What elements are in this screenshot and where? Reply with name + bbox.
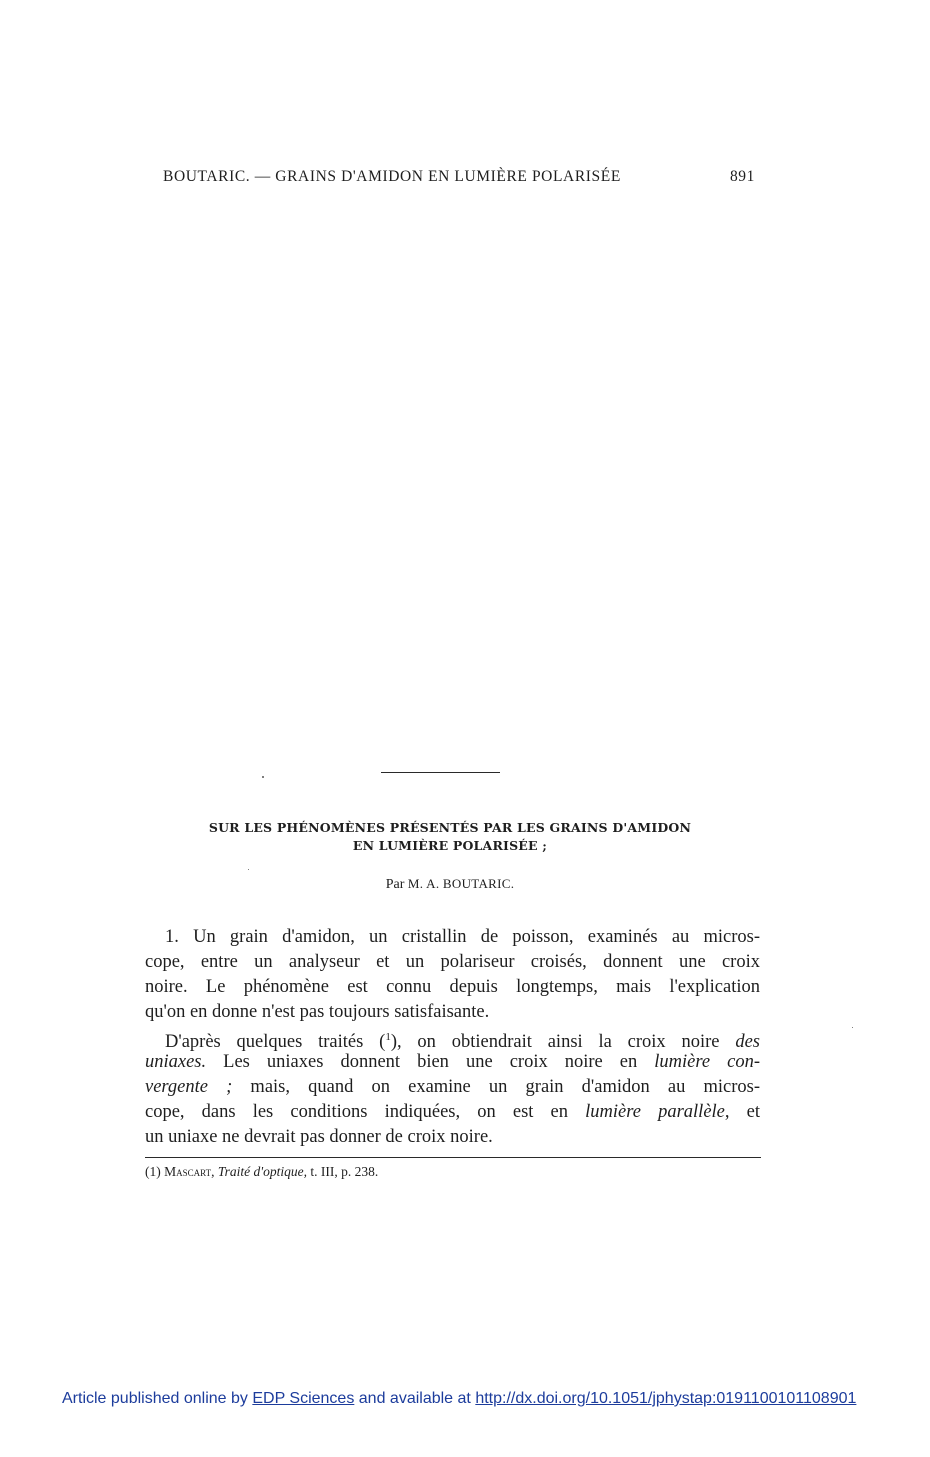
footnote-marker: (1) <box>145 1164 161 1179</box>
notice-middle: and available at <box>358 1390 471 1407</box>
text-run: D'après quelques traités ( <box>165 1032 386 1053</box>
footnote-author: Mascart, <box>164 1164 215 1179</box>
article-title-line1: SUR LES PHÉNOMÈNES PRÉSENTÉS PAR LES GRAINS D'AMIDON <box>208 820 692 835</box>
italic-run: lumière con- <box>654 1052 760 1072</box>
publication-notice <box>62 1390 902 1408</box>
article-title-line2: EN LUMIÈRE POLARISÉE ; <box>352 838 548 853</box>
italic-run: uniaxes. <box>145 1052 207 1072</box>
italic-run: lumière parallèle <box>585 1102 725 1122</box>
paragraph-1-line-1: 1. Un grain d'amidon, un cristallin de poisson, examinés au micros- <box>165 927 760 947</box>
byline-prefix: Par <box>385 877 405 892</box>
paragraph-2-line-1 <box>165 1025 760 1053</box>
text-run: cope, dans les conditions indiquées, on est en <box>145 1102 586 1122</box>
publisher-link[interactable]: EDP Sciences <box>252 1390 355 1407</box>
text-run: mais, quand on examine un grain d'amidon au micros- <box>232 1077 760 1097</box>
page-number: 891 <box>729 168 755 185</box>
byline-author: M. A. BOUTARIC. <box>407 876 515 891</box>
footnote <box>145 1164 378 1180</box>
footnote-rule <box>145 1157 761 1158</box>
paragraph-2-line-5: un uniaxe ne devrait pas donner de croix noire. <box>145 1127 493 1147</box>
byline <box>140 876 760 893</box>
running-title: BOUTARIC. — GRAINS D'AMIDON EN LUMIÈRE POLARISÉE <box>163 168 621 185</box>
italic-run: des <box>735 1032 760 1053</box>
print-speck <box>852 1027 853 1028</box>
title-separator <box>381 772 500 773</box>
print-speck <box>262 776 264 778</box>
italic-run: vergente ; <box>145 1077 233 1097</box>
paragraph-1-line-4: qu'on en donne n'est pas toujours satisfaisante. <box>145 1002 490 1022</box>
print-speck <box>248 869 249 870</box>
notice-prefix: Article published online by <box>62 1390 248 1407</box>
paragraph-1-line-3: noire. Le phénomène est connu depuis longtemps, mais l'explication <box>145 977 760 997</box>
footnote-work: Traité d'optique, <box>217 1164 308 1179</box>
running-header <box>163 166 755 188</box>
doi-link[interactable]: http://dx.doi.org/10.1051/jphystap:0191100101108901 <box>475 1390 857 1407</box>
paragraph-2-line-3 <box>145 1075 760 1100</box>
footnote-ref: 1 <box>385 1031 391 1043</box>
paragraph-1-line-2: cope, entre un analyseur et un polariseur croisés, donnent une croix <box>145 952 760 972</box>
paragraph-2-line-2 <box>145 1050 760 1075</box>
footnote-ref: t. III, p. 238. <box>310 1164 379 1179</box>
text-run: ), on obtiendrait ainsi la croix noire <box>390 1032 736 1053</box>
text-run: , et <box>724 1102 760 1122</box>
paragraph-2-line-4 <box>145 1100 760 1125</box>
text-run: Les uniaxes donnent bien une croix noire en <box>206 1052 655 1072</box>
